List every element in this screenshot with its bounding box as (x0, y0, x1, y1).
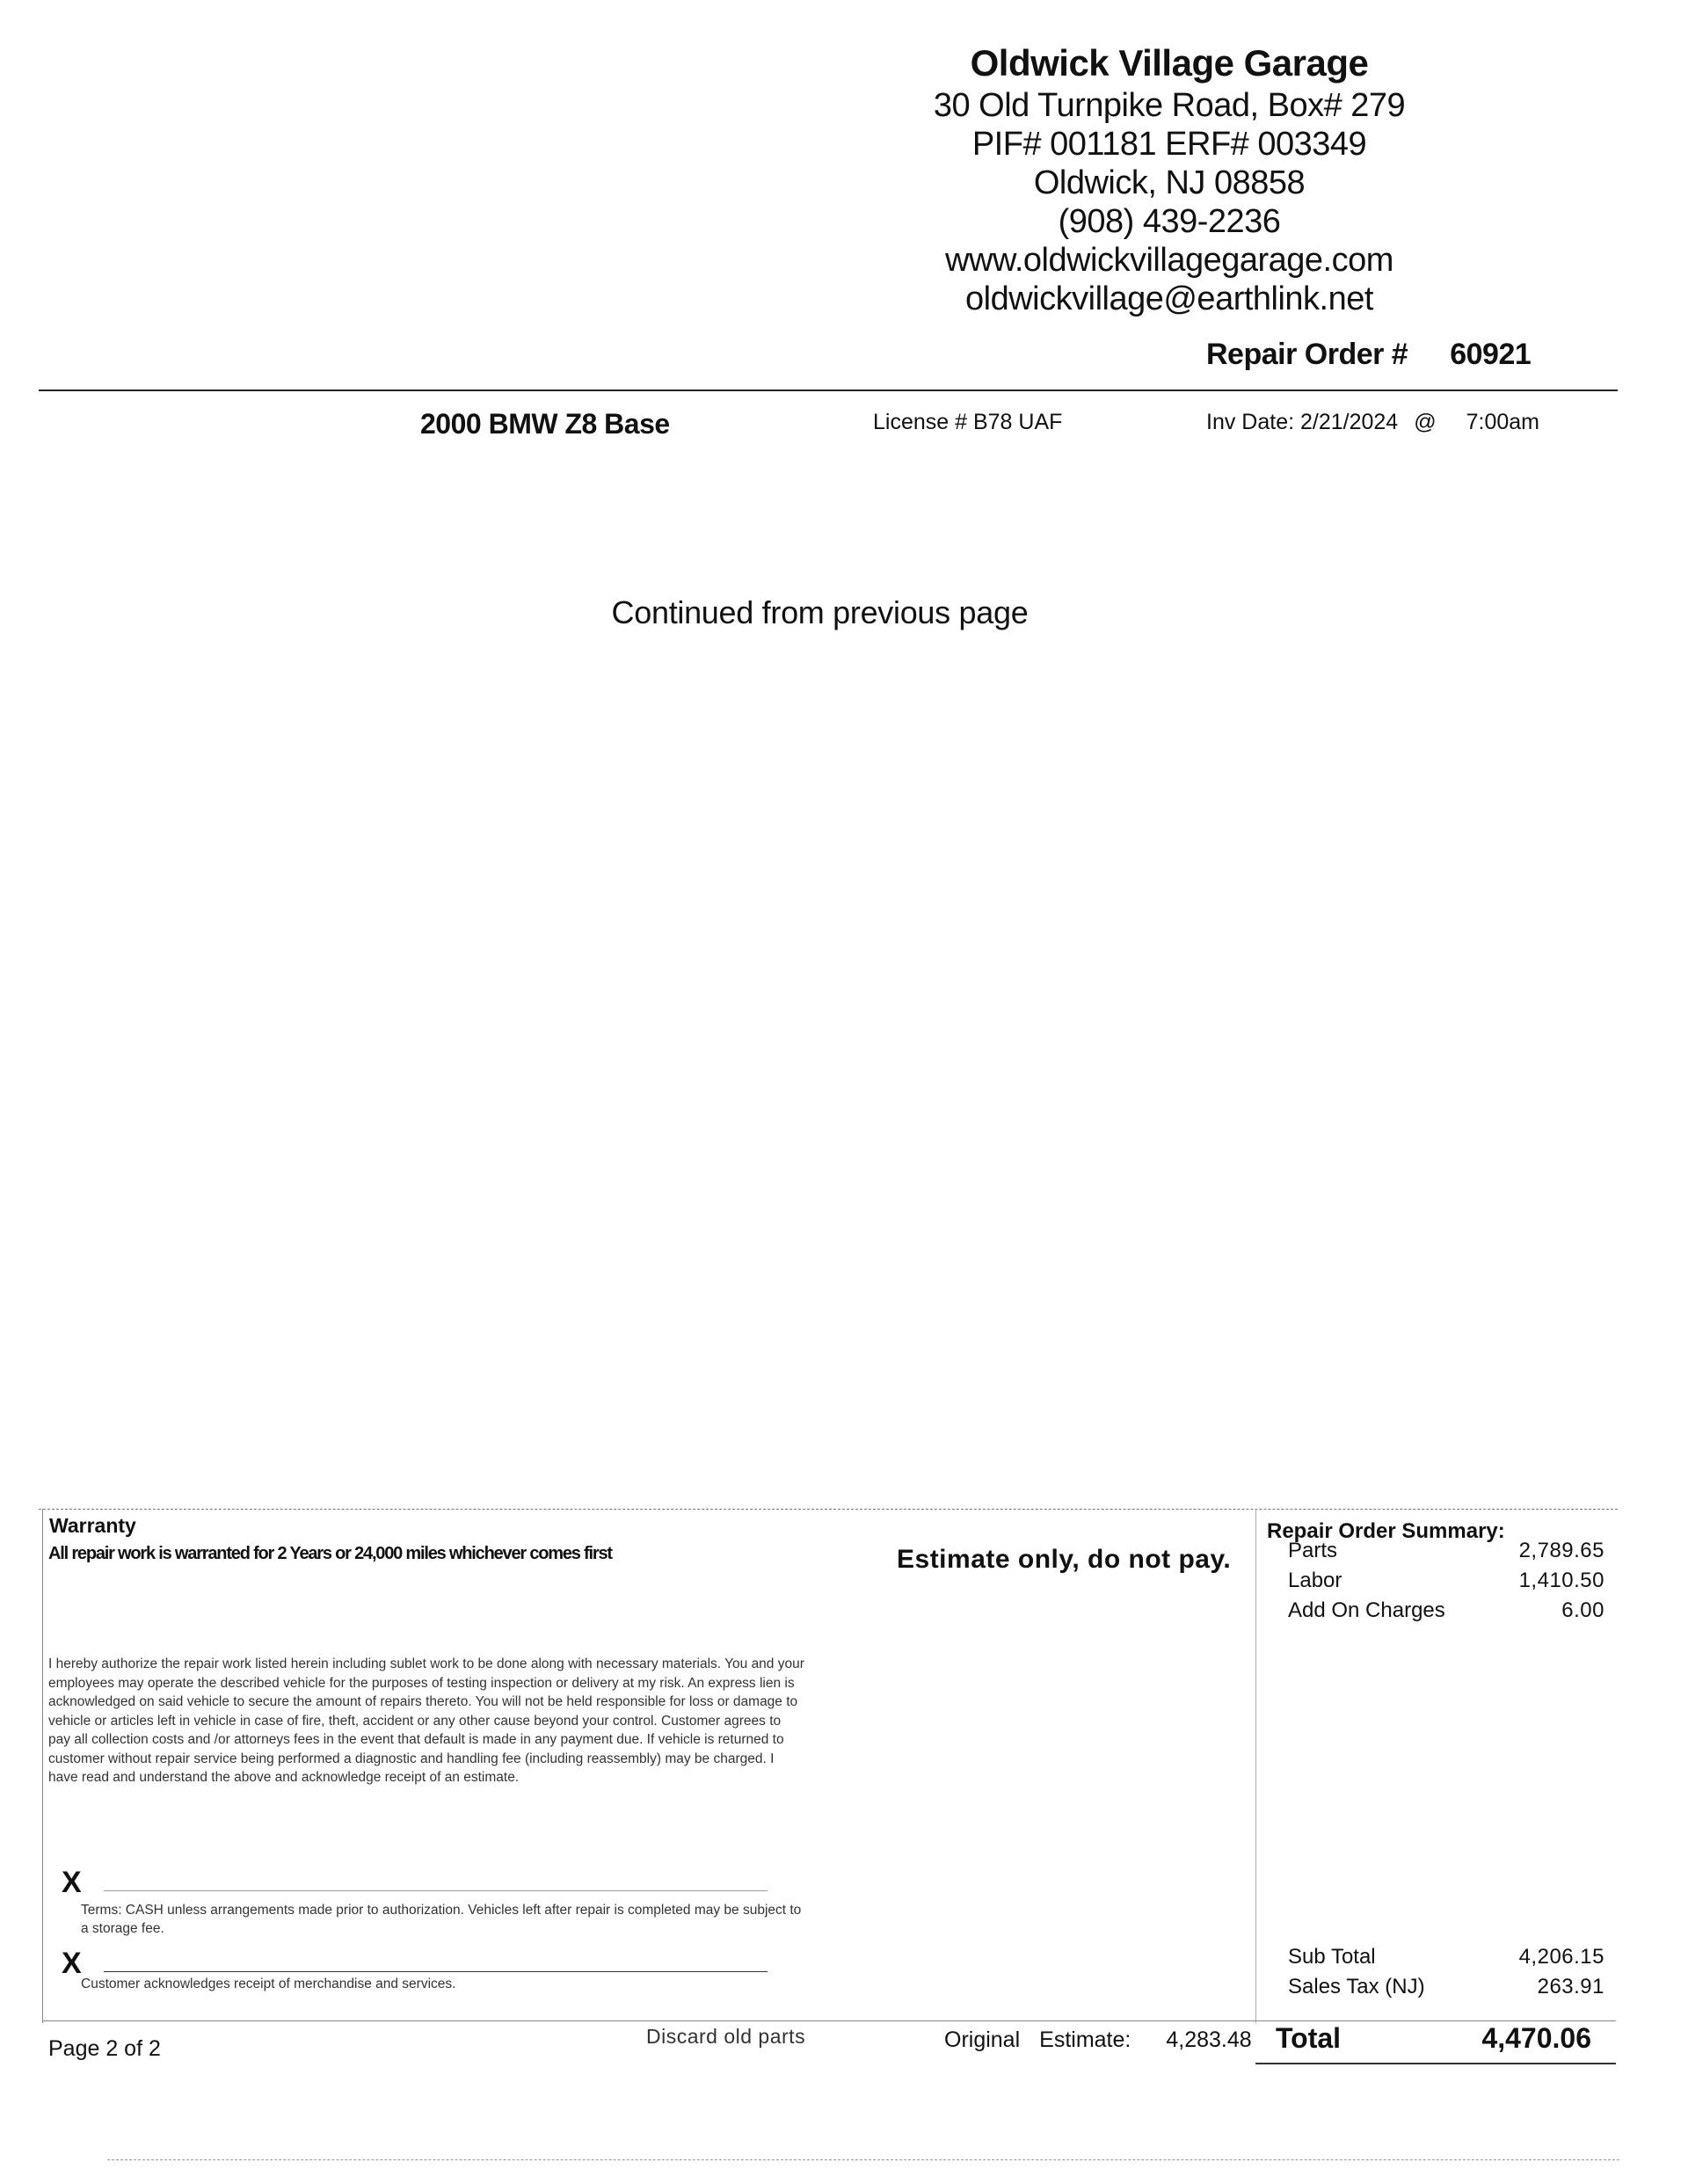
warranty-text: All repair work is warranted for 2 Years or 24,000 miles whichever comes first (48, 1544, 612, 1563)
business-phone: (908) 439-2236 (1058, 203, 1281, 240)
continued-note: Continued from previous page (611, 594, 1029, 630)
header-divider (39, 389, 1618, 391)
invoice-at-symbol: @ (1414, 410, 1437, 434)
total-value: 4,470.06 (1481, 2022, 1591, 2054)
repair-order-label: Repair Order # (1206, 338, 1408, 371)
vehicle-name: 2000 BMW Z8 Base (420, 408, 670, 440)
footer-top-divider (39, 1509, 1618, 1510)
business-ids: PIF# 001181 ERF# 003349 (971, 126, 1367, 163)
footer-left-border (42, 1509, 43, 2023)
summary-value: 6.00 (1561, 1598, 1604, 1622)
repair-order-number (1206, 338, 1531, 372)
total-label: Total (1276, 2022, 1342, 2054)
business-city: Oldwick, NJ 08858 (1033, 164, 1306, 201)
invoice-time: 7:00am (1466, 410, 1539, 434)
summary-row-labor (1288, 1569, 1604, 1598)
estimate-label: Estimate: (1039, 2027, 1131, 2052)
footer-bottom-divider (42, 2020, 1616, 2021)
summary-value: 2,789.65 (1518, 1539, 1604, 1562)
summary-label: Sales Tax (NJ) (1288, 1975, 1425, 1998)
business-header (923, 40, 1415, 318)
summary-label: Sub Total (1288, 1945, 1376, 1969)
summary-value: 263.91 (1537, 1975, 1604, 1998)
summary-label: Add On Charges (1288, 1598, 1445, 1622)
business-email: oldwickvillage@earthlink.net (965, 280, 1373, 317)
invoice-date (1206, 410, 1539, 435)
total-underline (1255, 2063, 1616, 2064)
summary-divider (1255, 1509, 1256, 2023)
summary-label: Parts (1288, 1539, 1338, 1562)
business-name: Oldwick Village Garage (970, 42, 1369, 84)
discard-parts-note: Discard old parts (646, 2025, 806, 2048)
summary-value: 1,410.50 (1518, 1569, 1604, 1592)
warranty-title: Warranty (49, 1514, 136, 1537)
signature-x-mark: X (62, 1947, 82, 1980)
original-label: Original (944, 2027, 1021, 2052)
business-address: 30 Old Turnpike Road, Box# 279 (933, 87, 1406, 124)
summary-row-subtotal (1288, 1945, 1604, 1975)
summary-title: Repair Order Summary: (1267, 1519, 1505, 1543)
original-estimate (944, 2027, 1252, 2053)
summary-row-tax (1288, 1975, 1604, 2005)
summary-value: 4,206.15 (1518, 1945, 1604, 1969)
authorization-text: I hereby authorize the repair work listed herein including sublet work to be done along with necessary materials. You and your employees may operate the described vehicle for the purposes of testing inspection or delivery at my risk. An express lien is acknowledged on said vehicle to secure the amount of repairs thereto. You will not be held responsible for loss or damage to vehicle or articles left in vehicle in case of fire, theft, accident or any other cause beyond your control. Customer agrees to pay all collection costs and /or attorneys fees in the event that default is made in any payment due. If vehicle is returned to customer without repair service being performed a diagnostic and handling fee (including reassembly) may be charged. I have read and understand the above and acknowledge receipt of an estimate. (48, 1656, 804, 1785)
signature-line-authorization[interactable] (104, 1890, 768, 1891)
page-number: Page 2 of 2 (48, 2036, 161, 2061)
repair-order-value: 60921 (1450, 338, 1532, 371)
signature-x-mark: X (62, 1866, 82, 1899)
terms-text: Terms: CASH unless arrangements made prior to authorization. Vehicles left after repair is completed may be subject to a storage fee. (81, 1903, 802, 1936)
summary-label: Labor (1288, 1569, 1342, 1592)
acknowledgement-text: Customer acknowledges receipt of merchandise and services. (81, 1977, 456, 1991)
original-estimate-value: 4,283.48 (1166, 2027, 1252, 2052)
summary-row-add-on (1288, 1598, 1604, 1628)
page-bottom-divider (107, 2159, 1619, 2161)
estimate-only-notice: Estimate only, do not pay. (897, 1545, 1232, 1574)
invoice-date-value: Inv Date: 2/21/2024 (1206, 410, 1399, 434)
business-website: www.oldwickvillagegarage.com (945, 242, 1393, 279)
summary-row-parts (1288, 1539, 1604, 1569)
license-plate: License # B78 UAF (873, 410, 1063, 434)
signature-line-receipt[interactable] (104, 1971, 768, 1972)
